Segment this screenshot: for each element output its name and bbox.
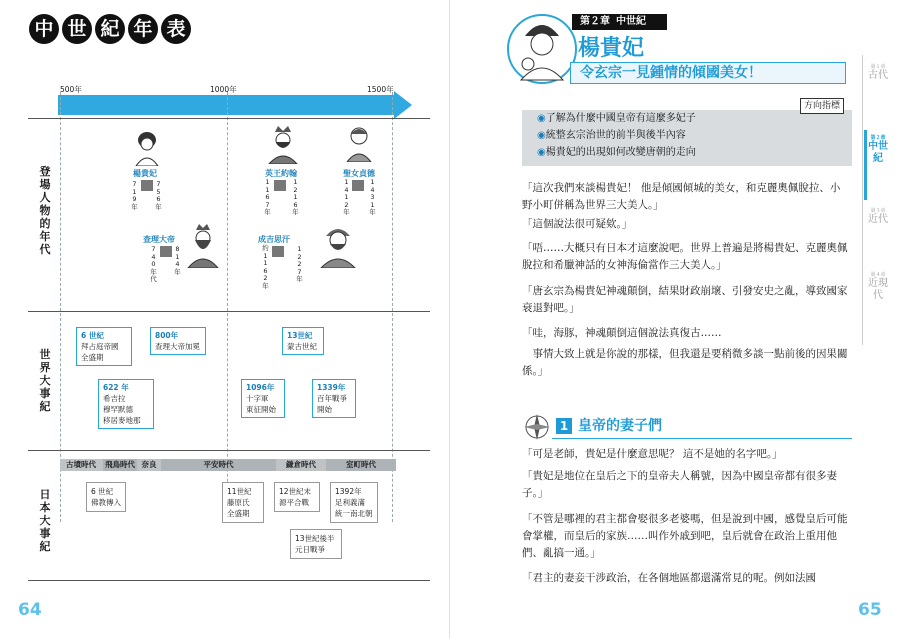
grid-line	[227, 92, 228, 522]
person-end-year: 814年	[174, 245, 181, 276]
lifespan-bar	[272, 246, 284, 257]
person-name: 查理大帝	[143, 235, 175, 244]
lifespan-bar	[274, 180, 286, 191]
paragraph: 「這個說法很可疑欸。」	[522, 218, 633, 230]
subtitle: 令玄宗一見鍾情的傾國美女！	[580, 65, 762, 81]
guide-point: ◉統整玄宗治世的前半與後半內容	[537, 130, 686, 141]
person-start-year: 1167年	[264, 178, 271, 216]
row-divider	[28, 311, 430, 312]
period-label: 古墳時代	[66, 460, 96, 469]
king-john-portrait	[265, 124, 301, 164]
side-tab-chapter4[interactable]: 第４章 近現代	[868, 272, 888, 301]
period-label: 平安時代	[161, 459, 276, 471]
paragraph: 「貴妃是地位在皇后之下的皇帝夫人稱號，因為中國皇帝都有很多妻子。」	[522, 470, 837, 499]
section-number: 1	[556, 418, 572, 434]
lifespan-bar	[141, 180, 153, 191]
person-end-year: 1227年	[296, 245, 303, 283]
person-start-year: 719年	[131, 180, 138, 211]
side-tab-chapter2[interactable]: 第２章 中世紀	[868, 135, 888, 164]
era-label: 中世紀	[616, 16, 646, 27]
gutter	[449, 0, 450, 638]
axis-label-1500: 1500年	[367, 85, 394, 94]
genghis-khan-portrait	[318, 222, 358, 268]
title-char: 年	[128, 14, 158, 44]
person-start-year: 1412年	[343, 178, 350, 216]
row-label-world: 世界大事紀	[39, 348, 51, 413]
bullet-icon: ◉	[537, 147, 546, 158]
yang-guifei-portrait-large	[505, 6, 580, 96]
title-char: 中	[29, 14, 59, 44]
person-end-year: 756年	[155, 180, 162, 211]
chapter-label: 第２章	[580, 16, 610, 27]
period-label: 飛鳥時代	[105, 460, 135, 469]
guide-point: ◉楊貴妃的出現如何改變唐朝的走向	[537, 147, 696, 158]
person-end-year: 1431年	[369, 178, 376, 216]
grid-line	[60, 92, 61, 522]
side-tab-rule	[862, 55, 863, 345]
page-number-left: 64	[18, 600, 42, 620]
paragraph: 「唐玄宗為楊貴妃神魂顛倒，結果財政崩壞、引發安史之亂，導致國家衰退對吧。」	[522, 285, 848, 314]
world-event: 1096年 十字軍 東征開始	[241, 379, 285, 418]
bullet-icon: ◉	[537, 113, 546, 124]
charlemagne-portrait	[185, 222, 221, 268]
world-event: 800年 查理大帝加冕	[150, 327, 206, 355]
lifespan-bar	[352, 180, 364, 191]
guide-label: 方向指標	[800, 98, 844, 114]
title-char: 世	[62, 14, 92, 44]
side-tab-chapter1[interactable]: 第１章 古代	[868, 64, 888, 81]
side-tab-chapter3[interactable]: 第３章 近代	[868, 208, 888, 225]
timeline-arrow	[58, 91, 412, 119]
person-start-year: 約1162年	[262, 244, 269, 290]
japan-event: 13世紀後半 元日戰爭	[290, 529, 342, 559]
paragraph: 「君主的妻妾干涉政治，在各個地區都還滿常見的呢。例如法國	[522, 572, 816, 584]
axis-label-1000: 1000年	[210, 85, 237, 94]
japan-event: 1392年 足利義滿 統一南北朝	[330, 482, 378, 523]
compass-icon	[522, 412, 552, 442]
joan-of-arc-portrait	[342, 122, 376, 162]
japan-event: 6 世紀 佛教傳入	[86, 482, 126, 512]
row-divider	[28, 118, 430, 119]
paragraph: 「可是老師，貴妃是什麼意思呢？ 這不是她的名字吧。」	[522, 448, 783, 460]
axis-label-500: 500年	[60, 85, 82, 94]
period-label: 奈良	[141, 460, 157, 469]
world-event: 1339年 百年戰爭 開始	[312, 379, 356, 418]
japan-event: 11世紀 藤原氏 全盛期	[222, 482, 264, 523]
person-title: 楊貴妃	[578, 36, 645, 61]
title-char: 表	[161, 14, 191, 44]
world-event: 13世紀 蒙古世紀	[282, 327, 324, 355]
period-label: 鎌倉時代	[286, 460, 316, 469]
grid-line	[392, 92, 393, 522]
world-event: 622 年 希吉拉 穆罕默德 移居麥地那	[98, 379, 154, 429]
paragraph: 「哇，海豚，神魂顛倒這個說法真復古……	[522, 327, 722, 339]
period-label: 室町時代	[326, 459, 396, 471]
row-label-japan: 日本大事紀	[39, 488, 51, 553]
yang-guifei-portrait	[130, 128, 164, 166]
guide-point: ◉了解為什麼中國皇帝有這麼多妃子	[537, 113, 696, 124]
section-rule	[552, 438, 852, 439]
title-char: 紀	[95, 14, 125, 44]
paragraph: 「唔……大概只有日本才這麼說吧。世界上普遍是將楊貴妃、克麗奧佩脫拉和希臘神話的女神海倫當作三大美人。」	[522, 242, 848, 271]
person-name: 英王約翰	[265, 169, 297, 178]
person-end-year: 1216年	[292, 178, 299, 216]
japan-event: 12世紀末 源平合戰	[274, 482, 320, 512]
section-title: 皇帝的妻子們	[578, 418, 662, 434]
lifespan-bar	[160, 246, 172, 257]
paragraph: 事情大致上就是你說的那樣，但我還是要稍微多談一點前後的因果關係。」	[522, 348, 848, 377]
row-divider	[28, 580, 430, 581]
person-start-year: 740年代	[150, 245, 157, 283]
row-divider	[28, 450, 430, 451]
paragraph: 「這次我們來談楊貴妃！ 他是傾國傾城的美女，和克麗奧佩脫拉、小野小町併稱為世界三大美人。」	[522, 182, 841, 211]
paragraph: 「不管是哪裡的君主都會娶很多老婆嗎，但是說到中國，感覺皇后可能會掌權，而皇后的家族……叫作外戚到吧，皇后就會在政治上重用他們、亂搞一通。」	[522, 513, 848, 559]
world-event: 6 世紀 拜占庭帝國 全盛期	[76, 327, 132, 366]
page-number-right: 65	[858, 600, 882, 620]
person-name: 聖女貞德	[343, 169, 375, 178]
person-name: 成吉思汗	[258, 235, 290, 244]
person-name: 楊貴妃	[133, 169, 157, 178]
bullet-icon: ◉	[537, 130, 546, 141]
row-label-people: 登場人物的年代	[39, 165, 51, 256]
